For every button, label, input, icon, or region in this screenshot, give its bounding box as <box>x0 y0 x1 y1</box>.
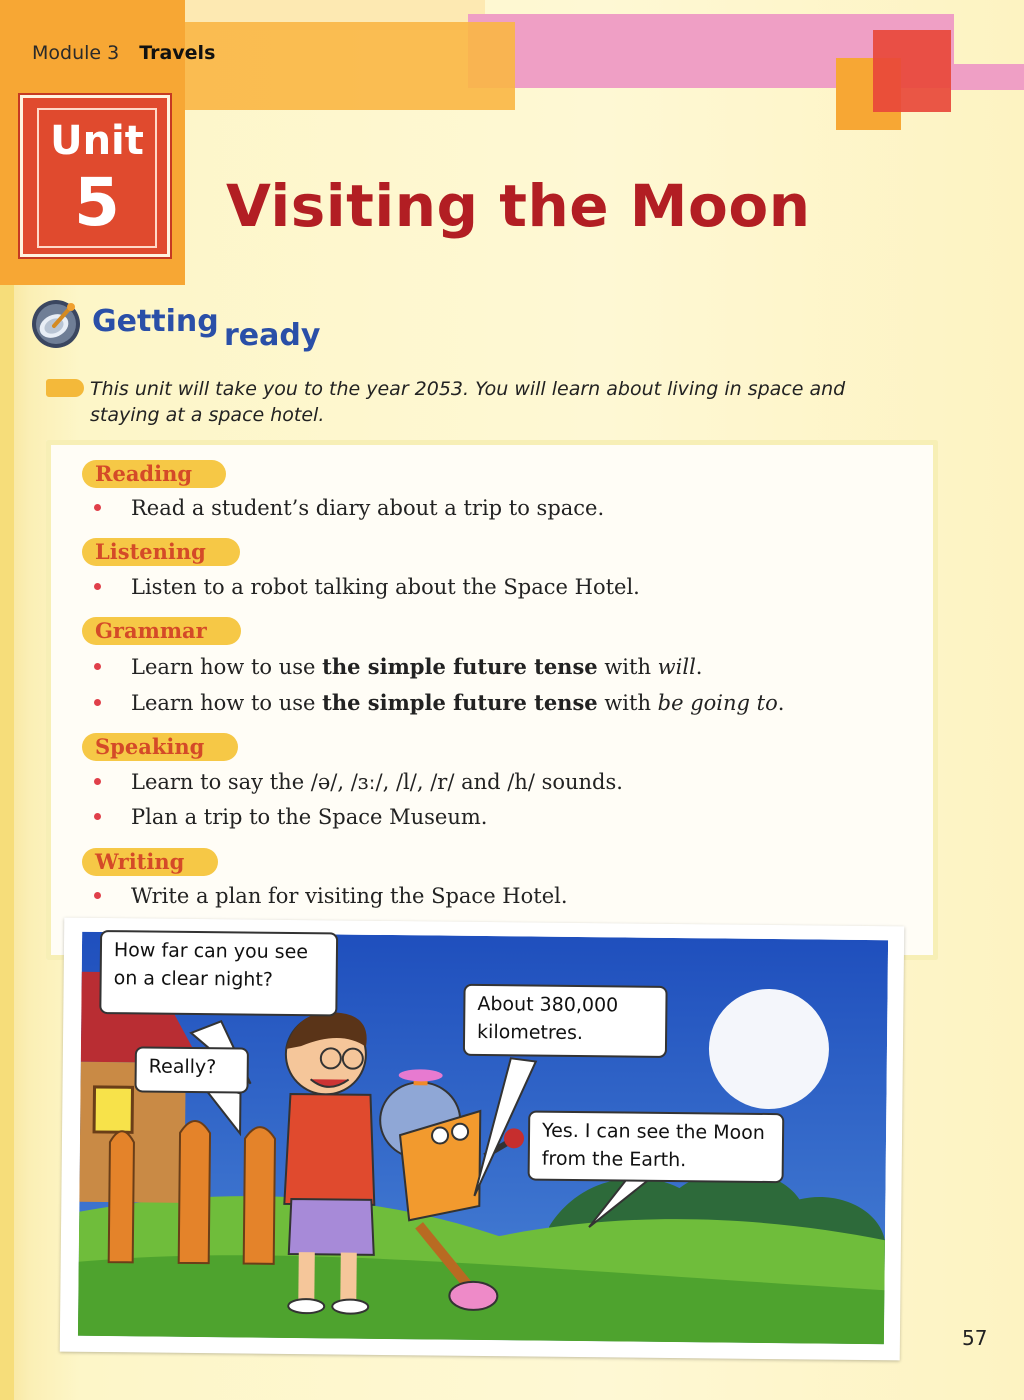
list-item-italic: will <box>657 655 696 679</box>
getting-ready-heading: ready <box>224 318 321 353</box>
list-item-text: Learn how to use <box>131 655 323 679</box>
speech-bubble: Really? <box>134 1046 248 1093</box>
unit-word: Unit <box>50 118 144 164</box>
intro-line: This unit will take you to the year 2053. You will learn about living in space and <box>90 378 846 400</box>
page-title: Visiting the Moon <box>226 172 811 240</box>
satellite-dish-icon <box>30 298 82 350</box>
bullet-icon <box>94 583 101 590</box>
list-item-text: Write a plan for visiting the Space Hotel. <box>131 884 568 908</box>
list-item <box>94 654 702 679</box>
unit-number: 5 <box>74 164 120 241</box>
speech-bubble: How far can you see on a clear night? <box>99 930 338 1016</box>
list-item-text: . <box>777 691 785 715</box>
bullet-icon <box>94 778 101 785</box>
list-item-text: with <box>597 691 658 715</box>
bullet-icon <box>94 663 101 670</box>
header-decoration <box>950 64 1024 90</box>
list-item-text: Learn to say the /ə/, /ɜː/, /l/, /r/ and /h/ sounds. <box>131 770 623 794</box>
section-reading <box>82 460 226 488</box>
list-item <box>94 575 640 599</box>
section-writing <box>82 848 218 876</box>
module-number: Module 3 <box>32 42 120 64</box>
bullet-icon <box>94 699 101 706</box>
list-item <box>94 690 784 715</box>
unit-badge <box>20 95 170 257</box>
list-item <box>94 805 487 829</box>
section-title: Speaking <box>82 733 238 761</box>
getting-ready-heading: Getting <box>92 304 219 339</box>
speech-bubble: About 380,000 kilometres. <box>463 984 668 1058</box>
speech-bubble: Yes. I can see the Moon from the Earth. <box>528 1110 785 1183</box>
list-item-text: Learn how to use <box>131 691 323 715</box>
list-item <box>94 770 623 794</box>
intro-line: staying at a space hotel. <box>90 404 325 426</box>
bullet-icon <box>94 813 101 820</box>
section-title: Writing <box>82 848 218 876</box>
list-item-emphasis: the simple future tense <box>322 690 598 715</box>
list-item-text: Plan a trip to the Space Museum. <box>131 805 488 829</box>
section-title: Listening <box>82 538 240 566</box>
bullet-icon <box>94 504 101 511</box>
list-item-italic: be going to <box>657 691 778 715</box>
list-item-text: . <box>695 655 703 679</box>
list-item <box>94 496 604 520</box>
section-title: Grammar <box>82 617 241 645</box>
section-grammar <box>82 617 241 645</box>
list-item-text: Read a student’s diary about a trip to space. <box>131 496 605 520</box>
list-item-emphasis: the simple future tense <box>322 654 598 679</box>
bullet-icon <box>94 892 101 899</box>
intro-text <box>90 374 920 430</box>
section-listening <box>82 538 240 566</box>
section-speaking <box>82 733 238 761</box>
list-item <box>94 884 568 908</box>
unit-badge-frame <box>37 108 157 248</box>
header-decoration <box>873 30 951 112</box>
page-number: 57 <box>962 1326 988 1350</box>
module-name: Travels <box>139 42 216 64</box>
list-item-text: Listen to a robot talking about the Space Hotel. <box>131 575 640 599</box>
intro-marker <box>46 379 84 397</box>
comic-illustration <box>60 918 904 1361</box>
list-item-text: with <box>597 655 658 679</box>
module-label <box>32 42 215 64</box>
section-title: Reading <box>82 460 226 488</box>
